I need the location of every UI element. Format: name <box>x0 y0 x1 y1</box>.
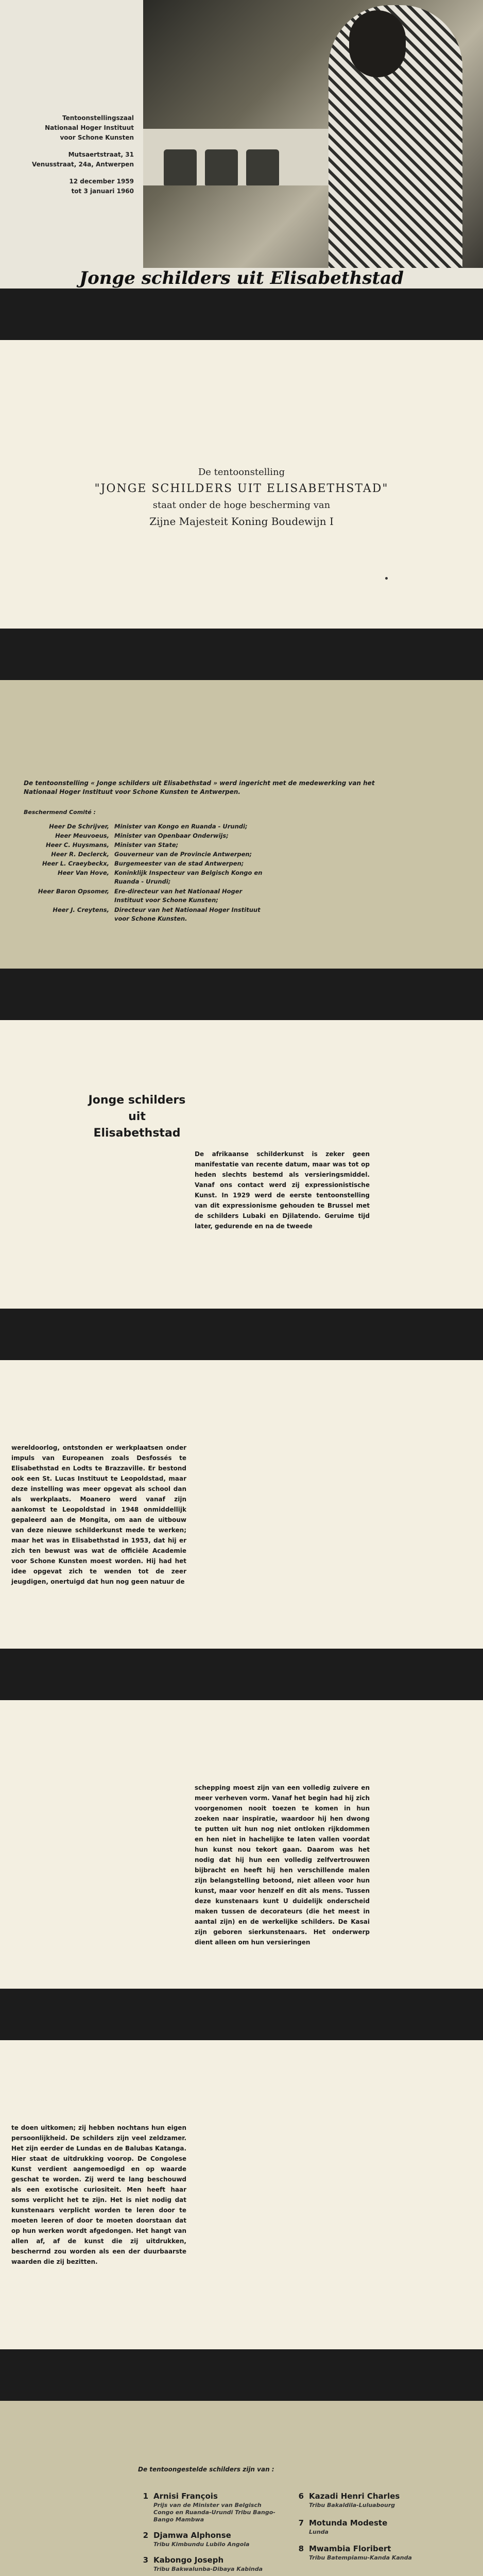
artist-number: 7 <box>298 2518 304 2528</box>
text-page-4 <box>0 2040 483 2349</box>
cover-page <box>0 0 483 289</box>
member-role: Gouverneur van de Provincie Antwerpen; <box>114 851 252 858</box>
cover-title: Jonge schilders uit Elisabethstad <box>79 268 404 289</box>
title-line-1: De tentoonstelling <box>198 467 285 478</box>
member-role: Minister van Openbaar Onderwijs; <box>114 832 229 839</box>
committee-intro: De tentoonstelling « Jonge schilders uit Elisabethstad » werd ingericht met de medewerking van het Nationaal Hoger Instituut voor Schone Kunsten te Antwerpen. <box>24 779 375 795</box>
artists-page <box>0 2401 483 2576</box>
member-role: Minister van Kongo en Ruanda - Urundi; <box>114 823 248 830</box>
member-name: Heer J. Creytens, <box>53 906 109 913</box>
artist-name: Arnisi François <box>153 2492 218 2501</box>
artist-number: 1 <box>143 2492 148 2501</box>
page-mark <box>385 577 388 580</box>
member-name: Heer De Schrijver, <box>49 823 109 830</box>
member-role: Directeur van het Nationaal Hoger Instituut voor Schone Kunsten. <box>114 906 261 922</box>
artist-description: Tribu Kimbundu Lubilo Angola <box>153 2541 250 2548</box>
member-name: Heer C. Huysmans, <box>45 841 109 849</box>
essay-title: Jonge schilders uit Elisabethstad <box>88 1094 186 1140</box>
committee-heading: Beschermend Comité : <box>24 809 96 816</box>
member-name: Heer Baron Opsomer, <box>38 888 109 895</box>
cover-info-line: Venusstraat, 24a, Antwerpen <box>32 161 134 168</box>
member-role: Koninklijk Inspecteur van Belgisch Kongo en Ruanda - Urundi; <box>114 869 263 885</box>
cover-venue-info <box>0 113 134 196</box>
text-page-3 <box>0 1700 483 1989</box>
title-line-4: Zijne Majesteit Koning Boudewijn I <box>149 515 334 528</box>
cover-info-line: tot 3 januari 1960 <box>71 188 134 195</box>
artist-number: 6 <box>298 2492 304 2501</box>
essay-paragraph: schepping moest zijn van een volledig zuivere en meer verheven vorm. Vanaf het begin had hij zich voorgenomen nooit toezen te komen in hun zoeken naar inspiratie, waardoor hij hen dwong te putten uit hun nog niet ontloken rijkdommen en hen niet in hachelijke te laten vallen voordat hun kunst nou tekort gaan. Daarom was het nodig dat hij hun een volledig zelfvertrouwen bijbracht en heeft hij hen verschillende malen zijn belangstelling betoond, niet alleen voor hun kunst, maar voor henzelf en dit als mens. Tussen deze kunstenaars kunt U duidelijk onderscheid maken tussen de decorateurs (die het meest in aantal zijn) en de werkelijke schilders. De Kasai zijn geboren sierkunstenaars. Het onderwerp dient alleen om hun versieringen <box>195 1784 370 1946</box>
text-page-2 <box>0 1360 483 1649</box>
artist-description: Lunda <box>309 2529 329 2535</box>
member-role: Burgemeester van de stad Antwerpen; <box>114 860 244 867</box>
cover-info-line: 12 december 1959 <box>69 178 134 185</box>
photo-paint-pot <box>205 149 238 185</box>
member-role: Minister van State; <box>114 841 179 849</box>
cover-info-line: voor Schone Kunsten <box>60 134 134 141</box>
title-page <box>0 340 483 629</box>
artist-name: Motunda Modeste <box>309 2518 388 2528</box>
artists-heading: De tentoongestelde schilders zijn van : <box>138 2466 274 2473</box>
cover-info-line: Tentoonstellingszaal <box>62 114 134 122</box>
artist-description: Tribu Bakaldila-Luluabourg <box>309 2502 395 2509</box>
committee-page <box>0 680 483 969</box>
essay-paragraph: De afrikaanse schilderkunst is zeker geen manifestatie van recente datum, maar was tot op heden slechts bestemd als versieringsmiddel. Vanaf ons contact werd zij expressionistische Kunst. In 1929 werd de eerste tentoonstelling van dit expressionisme gehouden te Brussel met de schilders Lubaki en Djilatendo. Geruime tijd later, gedurende en na de tweede <box>195 1150 370 1230</box>
artist-name: Kabongo Joseph <box>153 2555 224 2565</box>
photo-paint-pot <box>246 149 279 185</box>
essay-paragraph: te doen uitkomen; zij hebben nochtans hun eigen persoonlijkheid. De schilders zijn veel zeldzamer. Het zijn eerder de Lundas en de Balubas Katanga. Hier staat de uitdrukking voorop. De Congolese Kunst verdient aangemoedigd en op waarde geschat te worden. Zij werd te lang beschouwd als een exotische curiositeit. Men heeft haar soms verplicht het te zijn. Het is niet nodig dat kunstenaars verplicht worden te leren door te moeten leeren of door te moeten doorstaan dat op hun werken wordt afgedongen. Het hangt van allen af, af de kunst die zij uitdrukken, bescherrnd zou worden als een der duurbaarste waarden die zij bezitten. <box>11 2124 186 2265</box>
member-name: Heer L. Craeybeckx, <box>42 860 109 867</box>
artist-number: 2 <box>143 2531 148 2540</box>
member-name: Heer Meuvoeus, <box>55 832 109 839</box>
artist-description: Prijs van de Minister van Belgisch Congo en Ruanda-Urundi Tribu Bango-Bango Mambwa <box>153 2502 275 2523</box>
artist-description: Tribu Bakwalunba-Dibaya Kabinda <box>153 2566 263 2572</box>
artist-description: Tribu Batempiamu-Kanda Kanda <box>309 2554 412 2561</box>
member-name: Heer Van Hove, <box>57 869 109 876</box>
cover-info-line: Nationaal Hoger Instituut <box>45 124 134 131</box>
photo-painter-head <box>349 10 406 77</box>
title-line-3: staat onder de hoge bescherming van <box>152 500 331 511</box>
member-name: Heer R. Declerck, <box>51 851 109 858</box>
title-line-2: "JONGE SCHILDERS UIT ELISABETHSTAD" <box>94 482 389 495</box>
artist-number: 8 <box>298 2544 304 2553</box>
text-page-intro <box>0 1020 483 1309</box>
artist-name: Kazadi Henri Charles <box>309 2492 400 2501</box>
artist-number: 3 <box>143 2555 148 2565</box>
artist-name: Djamwa Alphonse <box>153 2531 231 2540</box>
artist-name: Mwambia Floribert <box>309 2544 391 2553</box>
cover-info-line: Mutsaertstraat, 31 <box>68 151 134 158</box>
member-role: Ere-directeur van het Nationaal Hoger Instituut voor Schone Kunsten; <box>114 888 243 904</box>
essay-paragraph: wereldoorlog, ontstonden er werkplaatsen onder impuls van Europeanen zoals Desfossés te Elisabethstad en Lodts te Brazzaville. Er bestond ook een St. Lucas Instituut te Leopoldstad, maar deze instelling was meer opgevat als school dan als werkplaats. Moanero werd vanaf zijn aankomst te Leopoldstad in 1948 onmiddellijk gepaleerd aan de Mongita, om aan de uitbouw van deze nieuwe schilderkunst mede te werken; maar het was in Elisabethstad in 1953, dat hij er zich ten bewust was wat de officiële Academie voor Schone Kunsten moest worden. Hij had het idee opgevat zich te wenden tot de zeer jeugdigen, onertuigd dat hun nog geen natuur de <box>11 1444 186 1585</box>
photo-paint-pot <box>164 149 197 185</box>
cover-photo-painter-at-work <box>143 0 483 268</box>
